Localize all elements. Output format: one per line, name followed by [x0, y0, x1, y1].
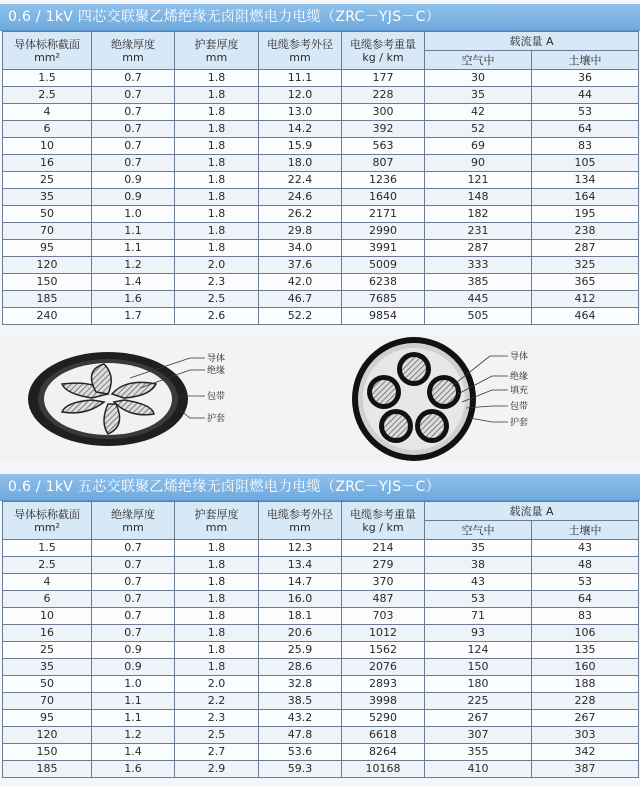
table-cell: 6 [3, 591, 92, 608]
table-cell: 185 [3, 291, 92, 308]
header-soil: 土壤中 [532, 51, 639, 70]
table-row [3, 540, 639, 557]
header-sheath-label: 护套厚度 [194, 507, 239, 521]
left-label-tape: 包带 [207, 392, 226, 402]
table-cell: 1.0 [92, 206, 175, 223]
header-insulation [92, 502, 175, 540]
header-capacity: 载流量 A [425, 32, 639, 51]
table-cell: 148 [425, 189, 532, 206]
table-cell: 15.9 [259, 138, 342, 155]
table-row [3, 744, 639, 761]
header-conductor-label: 导体标称截面 [14, 37, 80, 51]
four-core-cross-section [28, 352, 188, 446]
table-cell: 120 [3, 257, 92, 274]
header-conductor [3, 32, 92, 70]
table-cell: 135 [532, 642, 639, 659]
table-cell: 6618 [342, 727, 425, 744]
table-cell: 2990 [342, 223, 425, 240]
table-cell: 95 [3, 710, 92, 727]
table-cell: 1.8 [175, 557, 259, 574]
table-cell: 20.6 [259, 625, 342, 642]
header-sheath-unit: mm [205, 520, 228, 534]
table-row [3, 223, 639, 240]
table-cell: 35 [425, 87, 532, 104]
table-row [3, 70, 639, 87]
table-cell: 53.6 [259, 744, 342, 761]
table-cell: 150 [3, 744, 92, 761]
table-cell: 9854 [342, 308, 425, 325]
header-conductor-unit: mm² [34, 50, 60, 64]
table-cell: 5009 [342, 257, 425, 274]
table-cell: 279 [342, 557, 425, 574]
header-sheath-label: 护套厚度 [194, 37, 239, 51]
five-core-table [2, 501, 639, 778]
table-cell: 0.7 [92, 138, 175, 155]
table-cell: 355 [425, 744, 532, 761]
table-cell: 225 [425, 693, 532, 710]
table-cell: 150 [3, 274, 92, 291]
table-cell: 2.5 [175, 727, 259, 744]
table-cell: 14.2 [259, 121, 342, 138]
left-label-sheath: 护套 [207, 414, 226, 424]
table-cell: 1.8 [175, 223, 259, 240]
table-cell: 1.8 [175, 155, 259, 172]
table-cell: 43.2 [259, 710, 342, 727]
table-row [3, 87, 639, 104]
four-core-section [0, 4, 640, 325]
table-cell: 1.1 [92, 710, 175, 727]
table-cell: 412 [532, 291, 639, 308]
table-cell: 0.9 [92, 172, 175, 189]
table-cell: 22.4 [259, 172, 342, 189]
table-cell: 25 [3, 642, 92, 659]
table-row [3, 121, 639, 138]
four-core-title: 0.6 / 1kV 四芯交联聚乙烯绝缘无卤阻燃电力电缆（ZRC－YJS－C） [0, 4, 640, 31]
table-cell: 807 [342, 155, 425, 172]
table-cell: 342 [532, 744, 639, 761]
left-label-conductor: 导体 [207, 354, 226, 364]
table-cell: 1.5 [3, 70, 92, 87]
table-cell: 1.8 [175, 138, 259, 155]
table-cell: 10 [3, 138, 92, 155]
table-cell: 180 [425, 676, 532, 693]
header-weight-label: 电缆参考重量 [350, 37, 416, 51]
table-cell: 90 [425, 155, 532, 172]
header-insulation-unit: mm [122, 520, 144, 534]
table-cell: 95 [3, 240, 92, 257]
table-cell: 505 [425, 308, 532, 325]
table-cell: 1.8 [175, 172, 259, 189]
table-cell: 47.8 [259, 727, 342, 744]
header-air: 空气中 [425, 521, 532, 540]
header-air: 空气中 [425, 51, 532, 70]
table-cell: 0.7 [92, 121, 175, 138]
table-row [3, 591, 639, 608]
table-cell: 10168 [342, 761, 425, 778]
header-weight-unit: kg / km [362, 50, 404, 64]
right-label-filler: 填充 [510, 386, 529, 396]
table-cell: 36 [532, 70, 639, 87]
table-cell: 1.2 [92, 727, 175, 744]
table-cell: 28.6 [259, 659, 342, 676]
table-cell: 1.8 [175, 240, 259, 257]
table-cell: 410 [425, 761, 532, 778]
table-cell: 53 [532, 104, 639, 121]
table-cell: 2.6 [175, 308, 259, 325]
table-cell: 4 [3, 574, 92, 591]
table-cell: 0.7 [92, 608, 175, 625]
table-cell: 238 [532, 223, 639, 240]
table-cell: 48 [532, 557, 639, 574]
table-cell: 71 [425, 608, 532, 625]
table-cell: 0.7 [92, 557, 175, 574]
table-cell: 164 [532, 189, 639, 206]
table-cell: 703 [342, 608, 425, 625]
table-cell: 1640 [342, 189, 425, 206]
table-cell: 134 [532, 172, 639, 189]
table-cell: 150 [425, 659, 532, 676]
table-cell: 120 [3, 727, 92, 744]
table-cell: 445 [425, 291, 532, 308]
cable-cross-section-svg [0, 336, 640, 462]
table-cell: 0.7 [92, 70, 175, 87]
table-cell: 42 [425, 104, 532, 121]
table-cell: 70 [3, 693, 92, 710]
table-cell: 1.4 [92, 274, 175, 291]
table-cell: 365 [532, 274, 639, 291]
table-row [3, 172, 639, 189]
table-cell: 1.4 [92, 744, 175, 761]
table-row [3, 676, 639, 693]
five-core-section [0, 474, 640, 778]
left-label-insulation: 绝缘 [207, 366, 226, 376]
header-sheath [175, 32, 259, 70]
header-sheath-unit: mm [205, 50, 228, 64]
table-cell: 59.3 [259, 761, 342, 778]
table-cell: 124 [425, 642, 532, 659]
table-cell: 0.7 [92, 104, 175, 121]
table-cell: 1.8 [175, 642, 259, 659]
table-cell: 2.5 [3, 87, 92, 104]
table-cell: 70 [3, 223, 92, 240]
table-cell: 333 [425, 257, 532, 274]
header-conductor [3, 502, 92, 540]
table-cell: 1.7 [92, 308, 175, 325]
five-core-table-body [3, 540, 639, 778]
table-cell: 2893 [342, 676, 425, 693]
right-label-conductor: 导体 [510, 352, 529, 362]
table-cell: 228 [532, 693, 639, 710]
table-row [3, 710, 639, 727]
table-cell: 0.9 [92, 659, 175, 676]
table-row [3, 693, 639, 710]
header-insulation-label: 绝缘厚度 [111, 37, 155, 51]
table-cell: 46.7 [259, 291, 342, 308]
table-cell: 1.8 [175, 104, 259, 121]
table-cell: 392 [342, 121, 425, 138]
header-diameter-label: 电缆参考外径 [267, 507, 333, 521]
table-cell: 240 [3, 308, 92, 325]
table-cell: 231 [425, 223, 532, 240]
table-cell: 1.8 [175, 189, 259, 206]
table-row [3, 138, 639, 155]
table-cell: 2.3 [175, 710, 259, 727]
header-sheath [175, 502, 259, 540]
header-capacity: 载流量 A [425, 502, 639, 521]
table-cell: 2.3 [175, 274, 259, 291]
table-cell: 25 [3, 172, 92, 189]
table-cell: 13.4 [259, 557, 342, 574]
table-cell: 464 [532, 308, 639, 325]
table-cell: 18.1 [259, 608, 342, 625]
table-cell: 1.8 [175, 540, 259, 557]
table-cell: 287 [425, 240, 532, 257]
table-cell: 325 [532, 257, 639, 274]
header-conductor-unit: mm² [34, 520, 60, 534]
table-cell: 38.5 [259, 693, 342, 710]
table-cell: 287 [532, 240, 639, 257]
table-cell: 16.0 [259, 591, 342, 608]
table-cell: 0.7 [92, 540, 175, 557]
table-cell: 64 [532, 121, 639, 138]
table-cell: 32.8 [259, 676, 342, 693]
table-cell: 1.8 [175, 87, 259, 104]
table-cell: 29.8 [259, 223, 342, 240]
table-row [3, 727, 639, 744]
table-cell: 16 [3, 155, 92, 172]
table-row [3, 189, 639, 206]
table-row [3, 257, 639, 274]
table-cell: 53 [532, 574, 639, 591]
table-row [3, 761, 639, 778]
table-cell: 1.6 [92, 761, 175, 778]
table-cell: 0.7 [92, 155, 175, 172]
table-cell: 64 [532, 591, 639, 608]
table-cell: 1.0 [92, 676, 175, 693]
table-cell: 38 [425, 557, 532, 574]
table-cell: 1012 [342, 625, 425, 642]
header-diameter-unit: mm [289, 520, 311, 534]
table-cell: 53 [425, 591, 532, 608]
table-cell: 1.8 [175, 659, 259, 676]
table-cell: 1.8 [175, 121, 259, 138]
table-cell: 52 [425, 121, 532, 138]
table-row [3, 574, 639, 591]
table-cell: 42.0 [259, 274, 342, 291]
header-diameter [259, 502, 342, 540]
table-cell: 370 [342, 574, 425, 591]
table-cell: 1.8 [175, 206, 259, 223]
table-row [3, 206, 639, 223]
table-cell: 214 [342, 540, 425, 557]
five-core-cross-section [352, 337, 476, 461]
table-cell: 0.7 [92, 591, 175, 608]
five-core-title: 0.6 / 1kV 五芯交联聚乙烯绝缘无卤阻燃电力电缆（ZRC－YJS－C） [0, 474, 640, 501]
table-cell: 303 [532, 727, 639, 744]
table-cell: 188 [532, 676, 639, 693]
table-cell: 1.8 [175, 608, 259, 625]
table-cell: 13.0 [259, 104, 342, 121]
table-cell: 0.7 [92, 625, 175, 642]
table-row [3, 155, 639, 172]
table-row [3, 642, 639, 659]
table-cell: 1.8 [175, 70, 259, 87]
header-diameter-label: 电缆参考外径 [267, 37, 333, 51]
header-diameter-unit: mm [289, 50, 311, 64]
table-cell: 6 [3, 121, 92, 138]
table-cell: 0.7 [92, 87, 175, 104]
table-cell: 2.5 [3, 557, 92, 574]
table-cell: 26.2 [259, 206, 342, 223]
table-cell: 300 [342, 104, 425, 121]
table-cell: 2.0 [175, 257, 259, 274]
four-core-table [2, 31, 639, 325]
table-cell: 2076 [342, 659, 425, 676]
table-cell: 18.0 [259, 155, 342, 172]
table-cell: 30 [425, 70, 532, 87]
table-cell: 307 [425, 727, 532, 744]
table-cell: 385 [425, 274, 532, 291]
table-cell: 487 [342, 591, 425, 608]
table-cell: 1.1 [92, 223, 175, 240]
table-cell: 3991 [342, 240, 425, 257]
table-cell: 12.0 [259, 87, 342, 104]
table-cell: 16 [3, 625, 92, 642]
table-cell: 35 [3, 189, 92, 206]
table-cell: 0.9 [92, 189, 175, 206]
table-cell: 106 [532, 625, 639, 642]
header-insulation-label: 绝缘厚度 [111, 507, 155, 521]
table-cell: 50 [3, 676, 92, 693]
table-cell: 185 [3, 761, 92, 778]
table-cell: 1562 [342, 642, 425, 659]
table-cell: 228 [342, 87, 425, 104]
header-insulation-unit: mm [122, 50, 144, 64]
table-cell: 43 [425, 574, 532, 591]
table-cell: 1.2 [92, 257, 175, 274]
cable-diagrams [0, 336, 640, 462]
table-cell: 1.6 [92, 291, 175, 308]
table-cell: 14.7 [259, 574, 342, 591]
header-soil: 土壤中 [532, 521, 639, 540]
table-cell: 267 [425, 710, 532, 727]
table-cell: 3998 [342, 693, 425, 710]
table-cell: 6238 [342, 274, 425, 291]
table-row [3, 104, 639, 121]
table-cell: 1.8 [175, 574, 259, 591]
table-cell: 2.2 [175, 693, 259, 710]
table-cell: 387 [532, 761, 639, 778]
header-weight [342, 502, 425, 540]
table-row [3, 240, 639, 257]
table-cell: 83 [532, 608, 639, 625]
right-label-tape: 包带 [510, 402, 529, 412]
table-cell: 83 [532, 138, 639, 155]
table-cell: 2171 [342, 206, 425, 223]
table-cell: 43 [532, 540, 639, 557]
right-label-sheath: 护套 [510, 418, 529, 428]
table-cell: 2.0 [175, 676, 259, 693]
table-cell: 4 [3, 104, 92, 121]
table-cell: 25.9 [259, 642, 342, 659]
table-cell: 69 [425, 138, 532, 155]
table-cell: 5290 [342, 710, 425, 727]
table-cell: 1.5 [3, 540, 92, 557]
table-cell: 160 [532, 659, 639, 676]
right-label-insulation: 绝缘 [510, 372, 529, 382]
table-cell: 8264 [342, 744, 425, 761]
table-cell: 105 [532, 155, 639, 172]
table-row [3, 608, 639, 625]
table-row [3, 557, 639, 574]
table-cell: 10 [3, 608, 92, 625]
table-cell: 2.5 [175, 291, 259, 308]
table-cell: 2.9 [175, 761, 259, 778]
table-cell: 11.1 [259, 70, 342, 87]
table-cell: 35 [3, 659, 92, 676]
table-cell: 1.8 [175, 591, 259, 608]
table-cell: 37.6 [259, 257, 342, 274]
table-cell: 1.1 [92, 693, 175, 710]
table-row [3, 659, 639, 676]
table-cell: 50 [3, 206, 92, 223]
header-weight-label: 电缆参考重量 [350, 507, 416, 521]
four-core-table-body [3, 70, 639, 325]
header-conductor-label: 导体标称截面 [14, 507, 80, 521]
header-weight [342, 32, 425, 70]
table-row [3, 625, 639, 642]
header-weight-unit: kg / km [362, 520, 404, 534]
table-cell: 267 [532, 710, 639, 727]
table-row [3, 308, 639, 325]
table-cell: 563 [342, 138, 425, 155]
table-cell: 44 [532, 87, 639, 104]
header-diameter [259, 32, 342, 70]
table-cell: 121 [425, 172, 532, 189]
table-cell: 177 [342, 70, 425, 87]
table-cell: 1.1 [92, 240, 175, 257]
table-cell: 93 [425, 625, 532, 642]
table-cell: 35 [425, 540, 532, 557]
table-cell: 195 [532, 206, 639, 223]
table-cell: 24.6 [259, 189, 342, 206]
table-cell: 1.8 [175, 625, 259, 642]
table-cell: 1236 [342, 172, 425, 189]
table-row [3, 291, 639, 308]
table-cell: 12.3 [259, 540, 342, 557]
header-insulation [92, 32, 175, 70]
table-cell: 52.2 [259, 308, 342, 325]
table-cell: 0.7 [92, 574, 175, 591]
table-cell: 0.9 [92, 642, 175, 659]
table-row [3, 274, 639, 291]
table-cell: 7685 [342, 291, 425, 308]
table-cell: 2.7 [175, 744, 259, 761]
table-cell: 182 [425, 206, 532, 223]
table-cell: 34.0 [259, 240, 342, 257]
